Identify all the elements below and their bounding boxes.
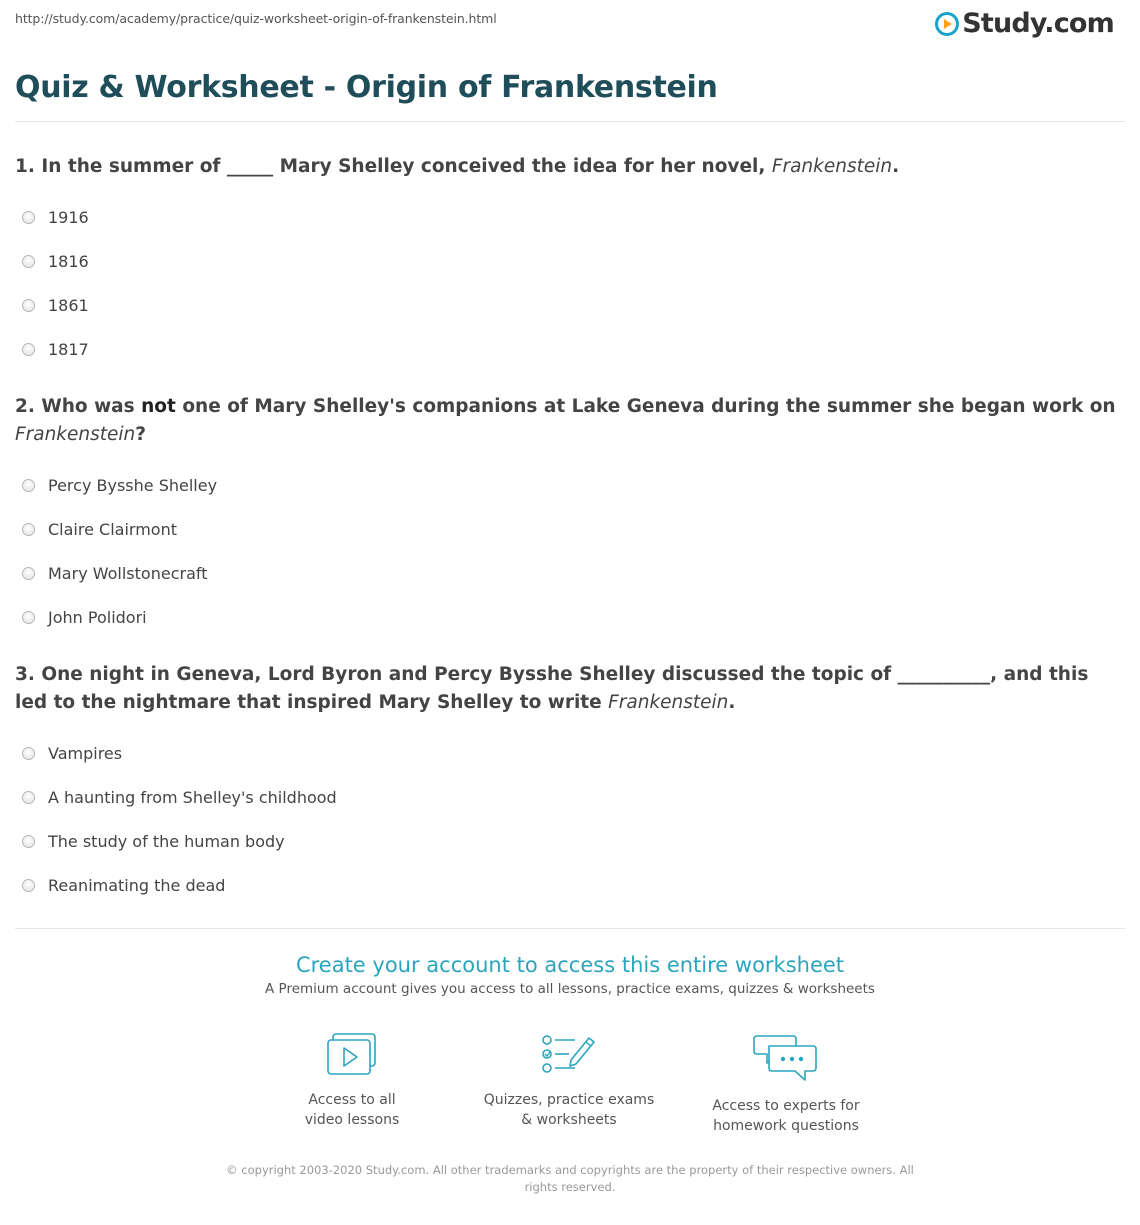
answer-option[interactable] <box>22 595 1125 639</box>
option-label: 1816 <box>48 251 89 271</box>
feature-line: Quizzes, practice exams <box>483 1092 655 1108</box>
quiz-checklist-icon <box>541 1032 597 1078</box>
study-logo[interactable] <box>935 8 1114 39</box>
option-label: Vampires <box>48 743 123 763</box>
radio-button[interactable] <box>22 211 35 224</box>
answer-option[interactable] <box>22 463 1125 507</box>
radio-button[interactable] <box>22 299 35 312</box>
answer-option[interactable] <box>22 731 1125 775</box>
answer-option[interactable] <box>22 507 1125 551</box>
radio-button[interactable] <box>22 611 35 624</box>
radio-button[interactable] <box>22 523 35 536</box>
question-1 <box>15 153 1125 371</box>
radio-button[interactable] <box>22 567 35 580</box>
question-3-options <box>15 731 1125 907</box>
radio-button[interactable] <box>22 343 35 356</box>
feature-quizzes <box>459 1032 679 1130</box>
option-label: A haunting from Shelley's childhood <box>48 787 337 807</box>
option-label: The study of the human body <box>48 831 285 851</box>
question-3-text: 3. One night in Geneva, Lord Byron and Percy Bysshe Shelley discussed the topic of __________, and this led to the nightmare that inspired Mary Shelley to write Frankenstein. <box>15 664 1089 713</box>
radio-button[interactable] <box>22 879 35 892</box>
page-title: Quiz & Worksheet - Origin of Frankenstein <box>15 70 718 105</box>
question-2-options <box>15 463 1125 639</box>
radio-button[interactable] <box>22 255 35 268</box>
option-label: Mary Wollstonecraft <box>48 563 208 583</box>
cta-subtitle: A Premium account gives you access to all lessons, practice exams, quizzes & worksheets <box>265 981 875 997</box>
feature-experts <box>676 1032 896 1136</box>
chat-bubbles-icon <box>753 1032 819 1084</box>
option-label: 1916 <box>48 207 89 227</box>
option-label: Percy Bysshe Shelley <box>48 475 218 495</box>
answer-option[interactable] <box>22 195 1125 239</box>
radio-button[interactable] <box>22 479 35 492</box>
feature-line: Access to all <box>308 1092 396 1108</box>
video-lessons-icon <box>326 1032 378 1078</box>
answer-option[interactable] <box>22 327 1125 371</box>
copyright-notice: © copyright 2003-2020 Study.com. All other trademarks and copyrights are the property of their respective owners. All rights reserved. <box>226 1163 914 1194</box>
feature-line: video lessons <box>304 1112 400 1128</box>
option-label: Claire Clairmont <box>48 519 177 539</box>
title-divider <box>15 121 1125 122</box>
answer-option[interactable] <box>22 819 1125 863</box>
page-url: http://study.com/academy/practice/quiz-worksheet-origin-of-frankenstein.html <box>15 11 497 26</box>
option-label: Reanimating the dead <box>48 875 226 895</box>
play-logo-icon <box>935 12 959 36</box>
cta-title-link[interactable]: Create your account to access this entire worksheet <box>295 953 845 977</box>
answer-option[interactable] <box>22 283 1125 327</box>
feature-line: & worksheets <box>521 1112 617 1128</box>
option-label: 1861 <box>48 295 89 315</box>
section-divider <box>15 928 1125 929</box>
question-3 <box>15 661 1125 907</box>
answer-option[interactable] <box>22 775 1125 819</box>
question-2-text: 2. Who was not one of Mary Shelley's companions at Lake Geneva during the summer she began work on Frankenstein? <box>15 396 1116 445</box>
logo-text: Study.com <box>962 8 1114 39</box>
question-1-options <box>15 195 1125 371</box>
option-label: John Polidori <box>48 607 147 627</box>
answer-option[interactable] <box>22 863 1125 907</box>
answer-option[interactable] <box>22 239 1125 283</box>
feature-line: homework questions <box>713 1118 859 1134</box>
question-2 <box>15 393 1125 639</box>
radio-button[interactable] <box>22 747 35 760</box>
answer-option[interactable] <box>22 551 1125 595</box>
signup-cta <box>0 953 1140 997</box>
feature-line: Access to experts for <box>712 1098 860 1114</box>
option-label: 1817 <box>48 339 89 359</box>
radio-button[interactable] <box>22 835 35 848</box>
feature-video-lessons <box>242 1032 462 1130</box>
radio-button[interactable] <box>22 791 35 804</box>
question-1-text: 1. In the summer of _____ Mary Shelley conceived the idea for her novel, Frankenstein. <box>15 156 900 177</box>
